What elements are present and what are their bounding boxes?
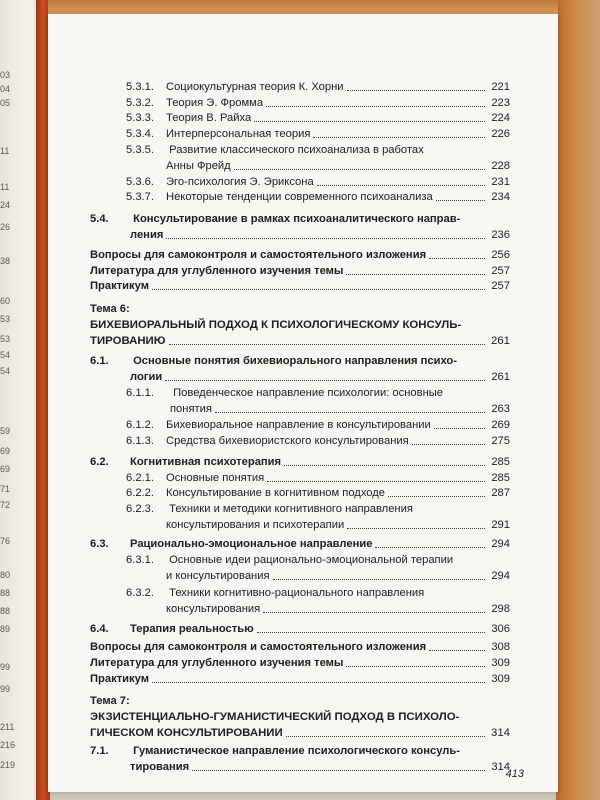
toc-entry bbox=[90, 455, 510, 469]
left-page-number: 99 bbox=[0, 684, 11, 694]
toc-entry bbox=[126, 386, 443, 400]
toc-entry-title: Литература для углубленного изучения темы bbox=[90, 657, 344, 669]
toc-page-number: 285 bbox=[491, 456, 510, 468]
toc-entry bbox=[126, 96, 510, 110]
left-page-number: 89 bbox=[0, 624, 11, 634]
toc-entry-title: Практикум bbox=[90, 673, 150, 685]
toc-entry bbox=[90, 212, 460, 226]
toc-entry-number: 6.2.2. bbox=[126, 487, 154, 499]
toc-dot-leader bbox=[375, 547, 485, 548]
left-page-number: 80 bbox=[0, 570, 11, 580]
toc-entry bbox=[126, 143, 424, 157]
toc-entry-number: 6.1. bbox=[90, 355, 109, 367]
toc-entry bbox=[90, 354, 457, 368]
toc-entry-title: Когнитивная психотерапия bbox=[130, 456, 282, 468]
toc-entry-title: Теория В. Райха bbox=[166, 112, 252, 124]
toc-entry-number: 5.3.1. bbox=[126, 81, 154, 93]
toc-page-number: 221 bbox=[491, 81, 510, 93]
left-page-number: 54 bbox=[0, 350, 11, 360]
toc-page-number: 269 bbox=[491, 419, 510, 431]
toc-dot-leader bbox=[346, 666, 485, 667]
toc-entry-continuation bbox=[166, 569, 510, 583]
toc-dot-leader bbox=[152, 682, 485, 683]
toc-entry bbox=[126, 502, 413, 516]
toc-page-number: 314 bbox=[490, 727, 510, 739]
toc-entry-title: Терапия реальностью bbox=[130, 623, 254, 635]
toc-entry-title: Гуманистическое направление психологического консуль- bbox=[133, 745, 461, 757]
left-page-number: 88 bbox=[0, 588, 11, 598]
left-page-number: 76 bbox=[0, 536, 11, 546]
chapter-title: БИХЕВИОРАЛЬНЫЙ ПОДХОД К ПСИХОЛОГИЧЕСКОМУ КОНСУЛЬ- bbox=[90, 319, 462, 331]
toc-entry-title-cont: и консультирования bbox=[166, 570, 270, 582]
left-page-number: 11 bbox=[0, 182, 10, 192]
left-page-number: 60 bbox=[0, 296, 11, 306]
toc-page-number: 234 bbox=[491, 191, 510, 203]
toc-page-number: 223 bbox=[491, 97, 510, 109]
toc-page-number: 256 bbox=[491, 249, 510, 261]
left-page-number: 05 bbox=[0, 98, 11, 108]
toc-dot-leader bbox=[257, 632, 485, 633]
toc-dot-leader bbox=[313, 137, 485, 138]
toc-page-number: 263 bbox=[491, 403, 510, 415]
toc-page-number: 236 bbox=[491, 229, 510, 241]
book-cover-edge bbox=[556, 0, 600, 800]
toc-entry bbox=[90, 656, 510, 670]
toc-entry-title-cont: ления bbox=[130, 229, 164, 241]
toc-entry-title: Некоторые тенденции современного психоанализа bbox=[166, 191, 433, 203]
left-page-number: 99 bbox=[0, 662, 11, 672]
toc-entry-number: 6.1.1. bbox=[126, 387, 154, 399]
page-number: 413 bbox=[505, 768, 524, 780]
toc-entry bbox=[90, 672, 510, 686]
page-top-band bbox=[48, 0, 558, 14]
toc-entry-title: Консультирование в когнитивном подходе bbox=[166, 487, 386, 499]
toc-dot-leader bbox=[284, 465, 485, 466]
toc-entry-title: Поведенческое направление психологии: основные bbox=[173, 387, 444, 399]
toc-page-number: 261 bbox=[490, 335, 510, 347]
toc-page-number: 294 bbox=[491, 570, 510, 582]
toc-entry-title: Социокультурная теория К. Хорни bbox=[166, 81, 344, 93]
left-page-number: 216 bbox=[0, 740, 16, 750]
left-page-number: 26 bbox=[0, 222, 11, 232]
toc-dot-leader bbox=[388, 496, 485, 497]
toc-dot-leader bbox=[436, 200, 485, 201]
toc-dot-leader bbox=[263, 612, 485, 613]
toc-entry-title: Эго-психология Э. Эриксона bbox=[166, 176, 314, 188]
toc-entry-number: 6.4. bbox=[90, 623, 109, 635]
toc-entry-title: Интерперсональная теория bbox=[166, 128, 311, 140]
left-page-number: 03 bbox=[0, 70, 11, 80]
toc-page-number: 226 bbox=[491, 128, 510, 140]
left-page-number: 69 bbox=[0, 446, 11, 456]
toc-entry bbox=[126, 190, 510, 204]
left-page-number: 88 bbox=[0, 606, 11, 616]
toc-page-number: 309 bbox=[491, 673, 510, 685]
toc-entry bbox=[126, 586, 424, 600]
toc-dot-leader bbox=[267, 481, 485, 482]
toc-page-number: 294 bbox=[491, 538, 510, 550]
toc-entry bbox=[126, 418, 510, 432]
left-page-number: 54 bbox=[0, 366, 11, 376]
toc-entry-continuation bbox=[170, 402, 510, 416]
toc-dot-leader bbox=[429, 258, 485, 259]
toc-dot-leader bbox=[165, 380, 485, 381]
toc-dot-leader bbox=[347, 90, 485, 91]
toc-entry-title-cont: консультирования и психотерапии bbox=[166, 519, 345, 531]
left-page-number: 69 bbox=[0, 464, 11, 474]
toc-entry-title: Бихевиоральное направление в консультировании bbox=[166, 419, 431, 431]
toc-entry-continuation bbox=[130, 370, 510, 384]
toc-dot-leader bbox=[169, 344, 486, 345]
toc-entry-number: 6.2. bbox=[90, 456, 109, 468]
toc-entry-number: 6.3. bbox=[90, 538, 109, 550]
left-page-number: 11 bbox=[0, 146, 10, 156]
book-page bbox=[48, 14, 558, 792]
toc-entry-title: Развитие классического психоанализа в работах bbox=[169, 144, 424, 156]
toc-entry-title-cont: Анны Фрейд bbox=[166, 160, 231, 172]
toc-dot-leader bbox=[234, 169, 485, 170]
toc-entry bbox=[126, 175, 510, 189]
toc-entry-number: 6.2.3. bbox=[126, 503, 154, 515]
table-of-contents bbox=[48, 14, 558, 792]
toc-page-number: 291 bbox=[491, 519, 510, 531]
toc-entry bbox=[126, 471, 510, 485]
left-page-number: 04 bbox=[0, 84, 11, 94]
toc-page-number: 314 bbox=[491, 761, 510, 773]
toc-page-number: 257 bbox=[491, 280, 510, 292]
toc-page-number: 287 bbox=[491, 487, 510, 499]
toc-dot-leader bbox=[254, 121, 485, 122]
toc-entry-title: Основные понятия bbox=[166, 472, 265, 484]
left-page-number: 219 bbox=[0, 760, 16, 770]
toc-entry-number: 5.3.7. bbox=[126, 191, 154, 203]
toc-entry-number: 5.3.2. bbox=[126, 97, 154, 109]
toc-entry bbox=[126, 486, 510, 500]
toc-entry-number: 6.3.1. bbox=[126, 554, 154, 566]
toc-entry-title: Техники когнитивно-рационального направления bbox=[169, 587, 425, 599]
toc-entry-title: Практикум bbox=[90, 280, 150, 292]
toc-dot-leader bbox=[434, 428, 485, 429]
toc-dot-leader bbox=[347, 528, 485, 529]
chapter-title: ЭКЗИСТЕНЦИАЛЬНО-ГУМАНИСТИЧЕСКИЙ ПОДХОД В ПСИХОЛО- bbox=[90, 711, 460, 723]
chapter-heading: Тема 6: bbox=[90, 303, 130, 315]
toc-entry-continuation bbox=[130, 228, 510, 242]
toc-dot-leader bbox=[286, 736, 485, 737]
toc-entry-title: Консультирование в рамках психоаналитического направ- bbox=[133, 213, 461, 225]
toc-page-number: 275 bbox=[491, 435, 510, 447]
toc-page-number: 224 bbox=[491, 112, 510, 124]
toc-dot-leader bbox=[317, 185, 485, 186]
toc-entry-continuation bbox=[166, 518, 510, 532]
left-page-number: 71 bbox=[0, 484, 11, 494]
toc-entry-number: 7.1. bbox=[90, 745, 109, 757]
toc-entry bbox=[126, 553, 453, 567]
toc-entry-title: Вопросы для самоконтроля и самостоятельного изложения bbox=[90, 641, 427, 653]
toc-entry-number: 5.3.6. bbox=[126, 176, 154, 188]
toc-entry-continuation bbox=[166, 159, 510, 173]
toc-entry-title: Теория Э. Фромма bbox=[166, 97, 264, 109]
toc-entry-title: Основные понятия бихевиорального направления психо- bbox=[133, 355, 457, 367]
chapter-title-continuation bbox=[90, 726, 510, 740]
toc-entry-title-cont: консультирования bbox=[166, 603, 261, 615]
toc-entry bbox=[126, 111, 510, 125]
toc-entry bbox=[90, 279, 510, 293]
toc-entry bbox=[126, 127, 510, 141]
toc-entry-title: Литература для углубленного изучения темы bbox=[90, 265, 344, 277]
toc-entry-title: Основные идеи рационально-эмоциональной терапии bbox=[169, 554, 454, 566]
toc-page-number: 306 bbox=[491, 623, 510, 635]
toc-page-number: 298 bbox=[491, 603, 510, 615]
toc-entry bbox=[90, 640, 510, 654]
left-page-number: 53 bbox=[0, 334, 11, 344]
toc-entry-continuation bbox=[130, 760, 510, 774]
toc-entry bbox=[126, 80, 510, 94]
left-page-number: 24 bbox=[0, 200, 11, 210]
toc-page-number: 308 bbox=[491, 641, 510, 653]
toc-dot-leader bbox=[192, 770, 485, 771]
toc-entry-title: Техники и методики когнитивного направления bbox=[169, 503, 413, 515]
toc-entry-number: 5.3.5. bbox=[126, 144, 154, 156]
left-page-number: 211 bbox=[0, 722, 15, 732]
toc-entry-number: 5.4. bbox=[90, 213, 109, 225]
toc-entry-title-cont: понятия bbox=[170, 403, 212, 415]
toc-entry-title-cont: логии bbox=[130, 371, 163, 383]
toc-entry-title: Средства бихевиористского консультирования bbox=[166, 435, 409, 447]
left-page-number: 53 bbox=[0, 314, 11, 324]
toc-page-number: 257 bbox=[491, 265, 510, 277]
left-page-number: 38 bbox=[0, 256, 11, 266]
toc-entry-number: 6.1.2. bbox=[126, 419, 154, 431]
toc-page-number: 231 bbox=[491, 176, 510, 188]
toc-dot-leader bbox=[429, 650, 485, 651]
toc-entry bbox=[90, 264, 510, 278]
toc-entry bbox=[126, 434, 510, 448]
toc-entry-title: Вопросы для самоконтроля и самостоятельного изложения bbox=[90, 249, 427, 261]
toc-entry-title: Рационально-эмоциональное направление bbox=[130, 538, 373, 550]
chapter-heading: Тема 7: bbox=[90, 695, 130, 707]
toc-entry bbox=[90, 537, 510, 551]
toc-entry-title-cont: тирования bbox=[130, 761, 190, 773]
toc-entry-number: 6.1.3. bbox=[126, 435, 154, 447]
left-page-number: 59 bbox=[0, 426, 11, 436]
toc-entry-number: 6.3.2. bbox=[126, 587, 154, 599]
toc-entry bbox=[90, 248, 510, 262]
toc-dot-leader bbox=[273, 579, 485, 580]
toc-dot-leader bbox=[346, 274, 485, 275]
toc-dot-leader bbox=[215, 412, 485, 413]
toc-page-number: 228 bbox=[491, 160, 510, 172]
left-page-number: 72 bbox=[0, 500, 11, 510]
toc-entry bbox=[90, 622, 510, 636]
toc-dot-leader bbox=[412, 444, 485, 445]
toc-dot-leader bbox=[266, 106, 485, 107]
toc-entry-continuation bbox=[166, 602, 510, 616]
toc-page-number: 261 bbox=[491, 371, 510, 383]
toc-entry-title-cont: ТИРОВАНИЮ bbox=[90, 335, 166, 347]
toc-entry-title-cont: ГИЧЕСКОМ КОНСУЛЬТИРОВАНИИ bbox=[90, 727, 283, 739]
toc-dot-leader bbox=[166, 238, 485, 239]
toc-page-number: 285 bbox=[491, 472, 510, 484]
toc-entry bbox=[90, 744, 460, 758]
toc-entry-number: 5.3.4. bbox=[126, 128, 154, 140]
toc-page-number: 309 bbox=[491, 657, 510, 669]
toc-entry-number: 5.3.3. bbox=[126, 112, 154, 124]
toc-dot-leader bbox=[152, 289, 485, 290]
chapter-title-continuation bbox=[90, 334, 510, 348]
toc-entry-number: 6.2.1. bbox=[126, 472, 154, 484]
